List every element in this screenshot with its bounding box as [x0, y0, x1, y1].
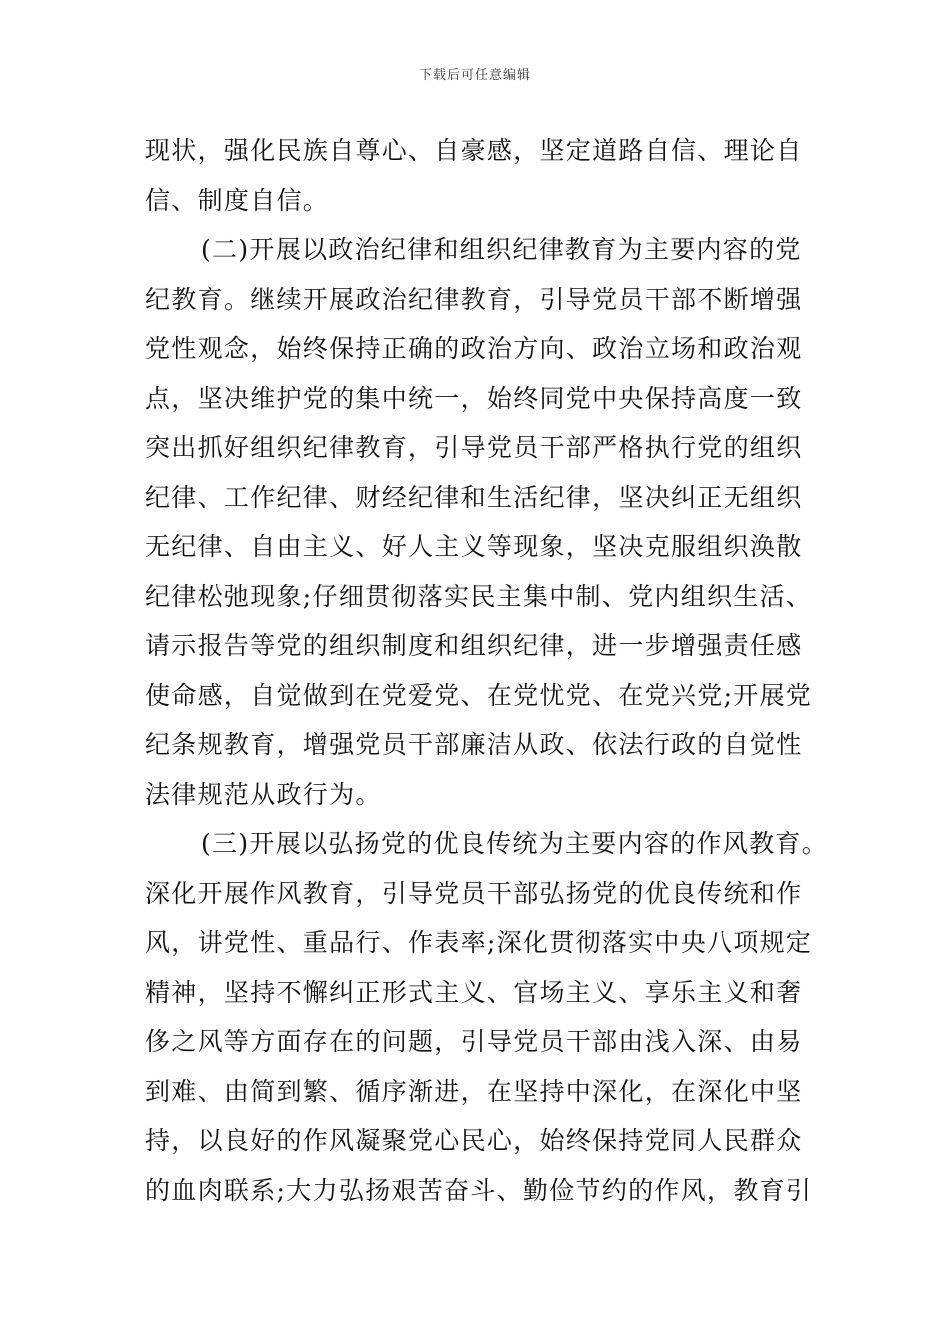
text-line: 突出抓好组织纪律教育，引导党员干部严格执行党的组织 [145, 433, 803, 462]
paragraph-first-line: (二)开展以政治纪律和组织纪律教育为主要内容的党 [201, 235, 802, 264]
text-line: 无纪律、自由主义、好人主义等现象，坚决克服组织涣散 [145, 532, 803, 561]
text-line: 信、制度自信。 [145, 185, 330, 215]
text-line: 党性观念，始终保持正确的政治方向、政治立场和政治观 [145, 334, 803, 363]
text-line: 纪教育。继续开展政治纪律教育，引导党员干部不断增强 [145, 284, 803, 314]
text-line: 请示报告等党的组织制度和组织纪律，进一步增强责任感 [145, 631, 803, 660]
text-line: 到难、由简到繁、循序渐进，在坚持中深化，在深化中坚 [145, 1076, 803, 1106]
text-line: 深化开展作风教育，引导党员干部弘扬党的优良传统和作 [145, 878, 803, 908]
body-text [145, 126, 829, 1215]
text-line: 风，讲党性、重品行、作表率;深化贯彻落实中央八项规定 [145, 928, 813, 957]
paragraph-first-line: (三)开展以弘扬党的优良传统为主要内容的作风教育。 [201, 829, 829, 858]
text-line: 纪律、工作纪律、财经纪律和生活纪律，坚决纠正无组织 [145, 482, 803, 512]
text-line: 使命感，自觉做到在党爱党、在党忧党、在党兴党;开展党 [145, 680, 813, 710]
text-line: 持，以良好的作风凝聚党心民心，始终保持党同人民群众 [145, 1126, 803, 1155]
text-line: 的血肉联系;大力弘扬艰苦奋斗、勤俭节约的作风，教育引 [145, 1175, 813, 1205]
text-line: 法律规范从政行为。 [145, 779, 382, 809]
text-line: 纪律松弛现象;仔细贯彻落实民主集中制、党内组织生活、 [145, 581, 813, 611]
text-line: 点，坚决维护党的集中统一，始终同党中央保持高度一致 [145, 383, 803, 413]
page-header: 下载后可任意编辑 [418, 68, 531, 83]
text-line: 精神，坚持不懈纠正形式主义、官场主义、享乐主义和奢 [145, 977, 803, 1007]
text-line: 现状，强化民族自尊心、自豪感，坚定道路自信、理论自 [145, 136, 803, 165]
text-line: 侈之风等方面存在的问题，引导党员干部由浅入深、由易 [145, 1027, 803, 1056]
text-line: 纪条规教育，增强党员干部廉洁从政、依法行政的自觉性 [145, 730, 803, 759]
